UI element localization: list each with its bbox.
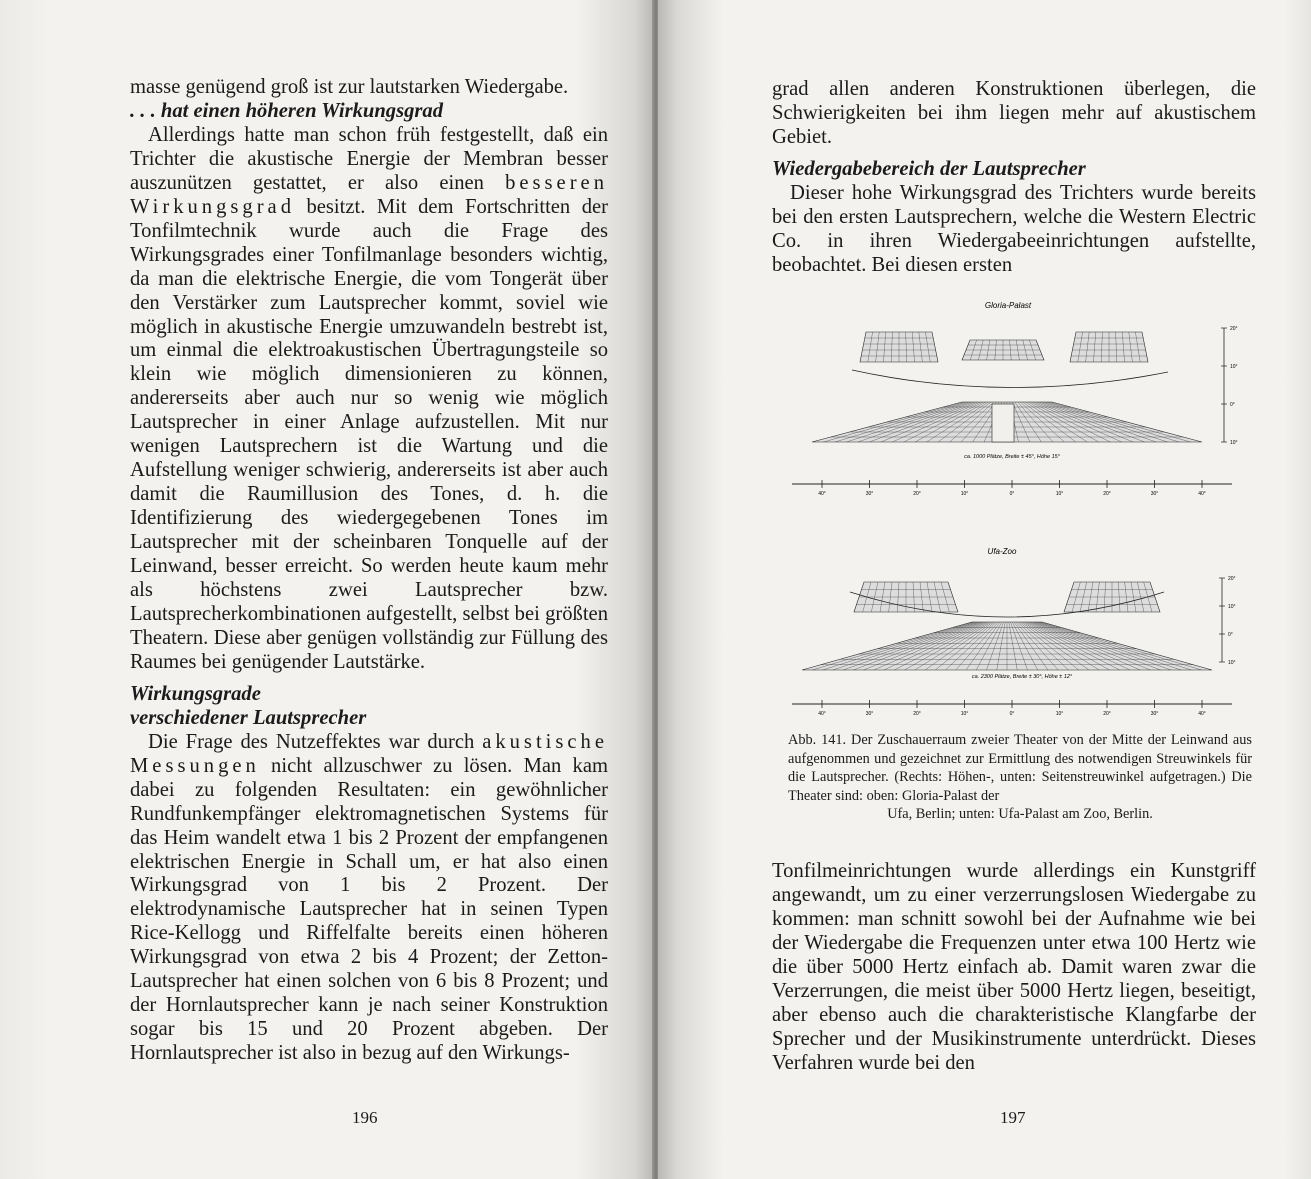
theater-figure [772,292,1256,728]
balcony-seating [850,582,1164,617]
paragraph: masse genügend groß ist zur lautstarken Wiedergabe. [130,76,569,98]
text-span: Allerdings hatte man schon früh festgestellt, daß ein Trichter die akustische Energie der Membran besser auszunützen gestattet, er also einen [130,123,608,194]
ufa-zoo-diagram [792,547,1236,717]
scale-label: 0° [1009,491,1015,497]
scale-label: 20° [913,711,921,717]
scale-label: 40° [818,711,826,717]
scale-label: 20° [1228,576,1236,582]
continuation-paragraph: Tonfilmeinrichtungen wurde allerdings ein Kunstgriff angewandt, um zu einer verzerrungslosen Wiedergabe zu kommen: man schnitt sowohl bei der Aufnahme wie bei der Wiedergabe die Frequenzen unter etwa 100 Hertz wie die über 5000 Hertz einfach ab. Damit waren zwar die Verzerrungen, die meist über 5000 Hertz liegen, beseitigt, aber ebenso auch die charakteristische Klangfarbe der Sprecher und der Musikinstrumente unterdrückt. Dieses Verfahren wurde bei den [772,860,1256,1074]
text-span: nicht allzuschwer zu lösen. [259,754,524,777]
right-page-text [772,78,1256,278]
text-span: besitzt. [295,195,377,218]
horizontal-angle-scale [792,700,1232,717]
caption-text: Ufa, Berlin; unten: Ufa-Palast am Zoo, Berlin. [887,806,1153,823]
stalls-seating [812,402,1202,442]
gloria-palast-diagram [792,301,1238,497]
paragraph [130,124,608,675]
scale-label: 10° [960,711,969,717]
stalls-seating [802,622,1212,670]
left-page [0,0,654,1179]
scale-label: 40° [818,491,826,497]
spaced-emphasis: besseren Wirkungsgrad [130,171,608,218]
paragraph: grad allen anderen Konstruktionen überlegen, die Schwierigkeiten bei ihm liegen mehr auf akustischem Gebiet. [772,78,1256,148]
scale-label: 10° [960,491,969,497]
text-span: Mit dem Fortschritten der Tonfilmtechnik wurde auch die Frage des Wirkungsgrades einer Tonfilmanlage besonders wichtig, da man die elektrische Energie, die vom Tongerät über den Verstärker zum Lautsprecher kommt, soviel wie möglich in akustische Energie umzuwandeln bestrebt ist, um einmal die elektroakustischen Übertragungsteile so klein wie möglich dimensionieren zu können, andererseits aber auch nur so wenig wie möglich Lautsprecher in einer Anlage aufzustellen. Mit nur wenigen Lautsprechern ist die Wartung und die Aufstellung weniger schwierig, andererseits ist aber auch damit die Raumillusion des Tones, d. h. die Identifizierung des wiedergegebenen Tones im Lautsprecher mit der scheinbaren Tonquelle auf der Leinwand, besser erreicht. So werden heute kaum mehr als höchstens zwei Lautsprecher bzw. Lautsprecherkombinationen aufgestellt, selbst bei größten Theatern. Diese aber genügen vollständig zur Füllung des Raumes bei genügender Lautstärke. [130,195,608,673]
scale-label: 10° [1230,364,1238,370]
scale-label: 40° [1198,491,1206,497]
paragraph [130,731,608,1066]
scale-label: 30° [1150,491,1159,497]
section-heading: Wirkungsgrade [130,682,261,705]
section-heading: Wiedergabebereich der Lautsprecher [772,157,1086,180]
scale-label: 10° [1230,440,1238,446]
scale-label: 20° [913,491,921,497]
scale-label: 30° [865,711,874,717]
vertical-angle-scale [1221,326,1238,446]
scale-label: 0° [1230,402,1235,408]
center-aisle [992,404,1014,442]
figure-caption [788,731,1252,824]
text-span: Man kam dabei zu folgenden Resultaten: ein gewöhnlicher Rundfunkempfänger elektromagnetischen Systems für das Heim wandelt etwa 1 bis 2 Prozent der empfangenen elektrischen Energie in Schall um, er hat also einen Wirkungsgrad von 1 bis 2 Prozent. Der elektrodynamische Lautsprecher hat in seinen Typen Rice-Kellogg und Riffelfalte bereits einen höheren Wirkungsgrad von etwa 2 bis 4 Prozent; der Zetton-Lautsprecher hat einen solchen von 6 bis 8 Prozent; und der Hornlautsprecher kann je nach seiner Konstruktion sogar bis 15 und 20 Prozent abgeben. Der Hornlautsprecher ist also in bezug auf den Wirkungs- [130,754,608,1065]
scale-label: 10° [1228,604,1236,610]
paragraph: Dieser hohe Wirkungsgrad des Trichters wurde bereits bei den ersten Lautsprechern, welche die Western Electric Co. in ihren Wiedergabeeinrichtungen aufstellte, beobachtet. Bei diesen ersten [772,181,1256,276]
balcony-front [852,370,1168,388]
scale-label: 30° [1150,711,1159,717]
figure-note-top: ca. 1000 Plätze, Breite ± 45°, Höhe 15° [964,454,1060,460]
scale-label: 20° [1103,491,1111,497]
figure-title-top: Gloria-Palast [984,301,1032,310]
section-heading: . . . hat einen höheren Wirkungsgrad [130,99,443,122]
scale-label: 10° [1228,660,1236,666]
spaced-emphasis: akustische Messungen [130,730,608,777]
scale-label: 0° [1009,711,1015,717]
page-number: 196 [352,1108,378,1127]
scale-label: 20° [1230,326,1238,332]
horizontal-angle-scale [792,480,1232,497]
section-heading: verschiedener Lautsprecher [130,706,367,729]
scale-label: 10° [1055,711,1064,717]
figure-note-bottom: ca. 2300 Plätze, Breite ± 30°, Höhe ± 12° [971,674,1073,680]
text-span: Die Frage des Nutzeffektes war durch [148,730,483,753]
scale-label: 20° [1103,711,1111,717]
scale-label: 10° [1055,491,1064,497]
caption-text: Abb. 141. Der Zuschauerraum zweier Theater von der Mitte der Leinwand aus aufgenommen und gezeichnet zur Ermittlung des notwendigen Streuwinkels für die Lautsprecher. (Rechts: Höhen-, unten: Seitenstreuwinkel aufgetragen.) Die Theater sind: oben: Gloria-Palast der [788,732,1252,804]
left-page-text [130,76,608,1066]
page-number: 197 [1000,1108,1026,1127]
figure-title-bottom: Ufa-Zoo [987,547,1017,556]
vertical-angle-scale [1219,576,1236,666]
scale-label: 30° [865,491,874,497]
right-page [658,0,1311,1179]
scale-label: 40° [1198,711,1206,717]
balcony-seating [852,332,1168,388]
scale-label: 0° [1228,632,1233,638]
